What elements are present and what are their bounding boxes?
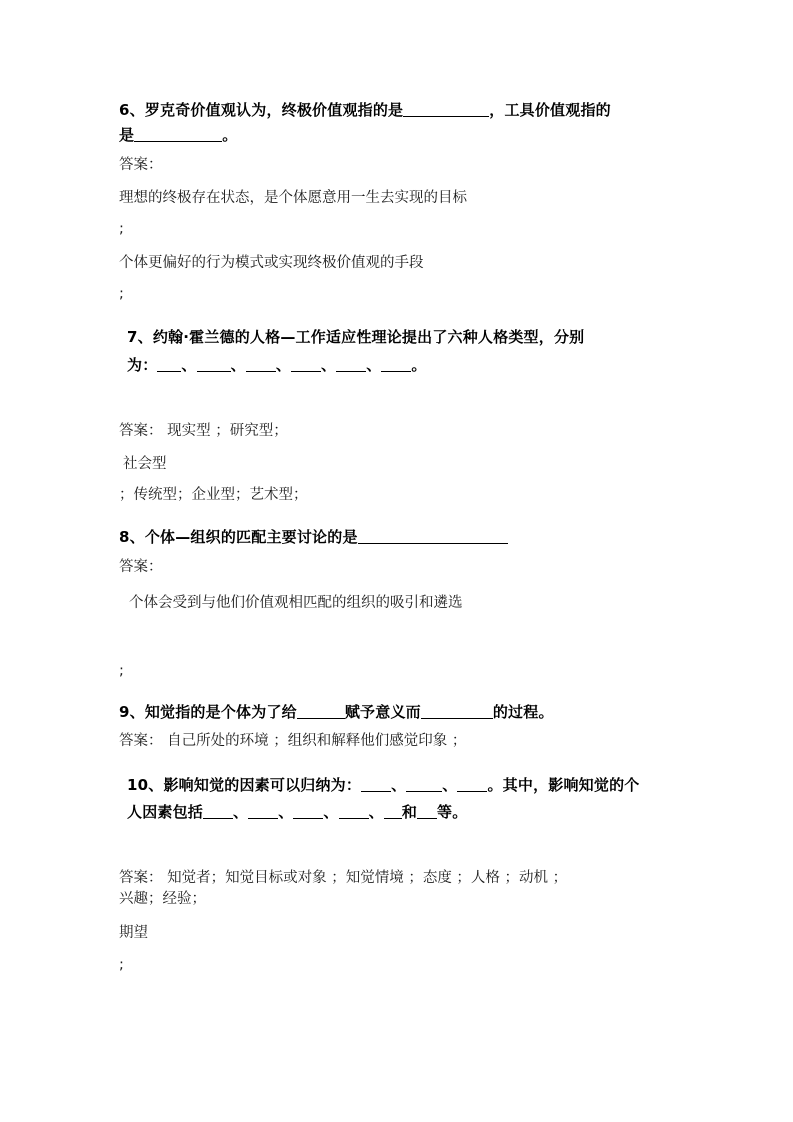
q9-blank-1[interactable] <box>297 704 345 719</box>
q10-answer-line3: 期望 <box>119 925 148 941</box>
q6-answer-2: 个体更偏好的行为模式或实现终极价值观的手段 <box>119 255 424 271</box>
q7-blank-1[interactable] <box>157 357 181 372</box>
q8-blank-1[interactable] <box>358 529 508 544</box>
q10-answer-line2: 兴趣；经验； <box>119 891 206 907</box>
q10-line1: 10、影响知觉的因素可以归纳为： 、 、 。其中，影响知觉的个 <box>127 776 640 794</box>
q10-answer-line1: 答案： 知觉者；知觉目标或对象 ；知觉情境 ；态度 ；人格 ；动机 ； <box>119 870 568 886</box>
q7-blank-2[interactable] <box>197 357 231 372</box>
q6-separator-2: ; <box>119 286 124 302</box>
q10-blank-6[interactable] <box>293 804 323 819</box>
q6-blank-2[interactable] <box>134 127 222 142</box>
q7-blank-6[interactable] <box>381 357 411 372</box>
q6-line1: 6、罗克奇价值观认为，终极价值观指的是 ，工具价值观指的 <box>119 101 611 119</box>
q7-answer-line2: 社会型 <box>123 456 167 472</box>
q7-blank-3[interactable] <box>246 357 276 372</box>
q6-answer-1: 理想的终极存在状态，是个体愿意用一生去实现的目标 <box>119 190 467 206</box>
q9-line1: 9、知觉指的是个体为了给 赋予意义而 的过程。 <box>119 703 554 721</box>
q9-answer: 答案： 自己所处的环境 ；组织和解释他们感觉印象 ； <box>119 733 467 749</box>
q7-answer-line1: 答案： 现实型 ；研究型； <box>119 423 288 439</box>
q10-blank-7[interactable] <box>339 804 369 819</box>
q10-blank-5[interactable] <box>248 804 278 819</box>
q6-blank-1[interactable] <box>403 102 489 117</box>
q6-separator-1: ; <box>119 221 124 237</box>
q7-line1: 7、约翰·霍兰德的人格—工作适应性理论提出了六种人格类型，分别 <box>127 328 585 346</box>
q10-blank-8[interactable] <box>384 804 402 819</box>
q10-line2: 人因素包括 、 、 、 、 和 等。 <box>127 803 468 821</box>
q8-line1: 8、个体—组织的匹配主要讨论的是 <box>119 529 508 545</box>
q10-separator: ; <box>119 957 124 973</box>
q7-answer-line3: ；传统型；企业型；艺术型； <box>119 487 308 503</box>
q7-line2: 为： 、 、 、 、 、 。 <box>127 356 427 374</box>
q10-blank-9[interactable] <box>417 804 437 819</box>
q8-separator: ; <box>119 663 124 679</box>
q7-blank-5[interactable] <box>336 357 366 372</box>
q10-blank-4[interactable] <box>203 804 233 819</box>
q10-blank-2[interactable] <box>406 777 442 792</box>
q7-blank-4[interactable] <box>291 357 321 372</box>
q8-answer-label: 答案： <box>119 559 163 575</box>
q6-line2: 是 。 <box>119 126 238 144</box>
q9-blank-2[interactable] <box>421 704 493 719</box>
q6-answer-label: 答案： <box>119 157 163 173</box>
q10-blank-3[interactable] <box>457 777 487 792</box>
q8-answer: 个体会受到与他们价值观相匹配的组织的吸引和遴选 <box>129 595 463 611</box>
q10-blank-1[interactable] <box>361 777 391 792</box>
